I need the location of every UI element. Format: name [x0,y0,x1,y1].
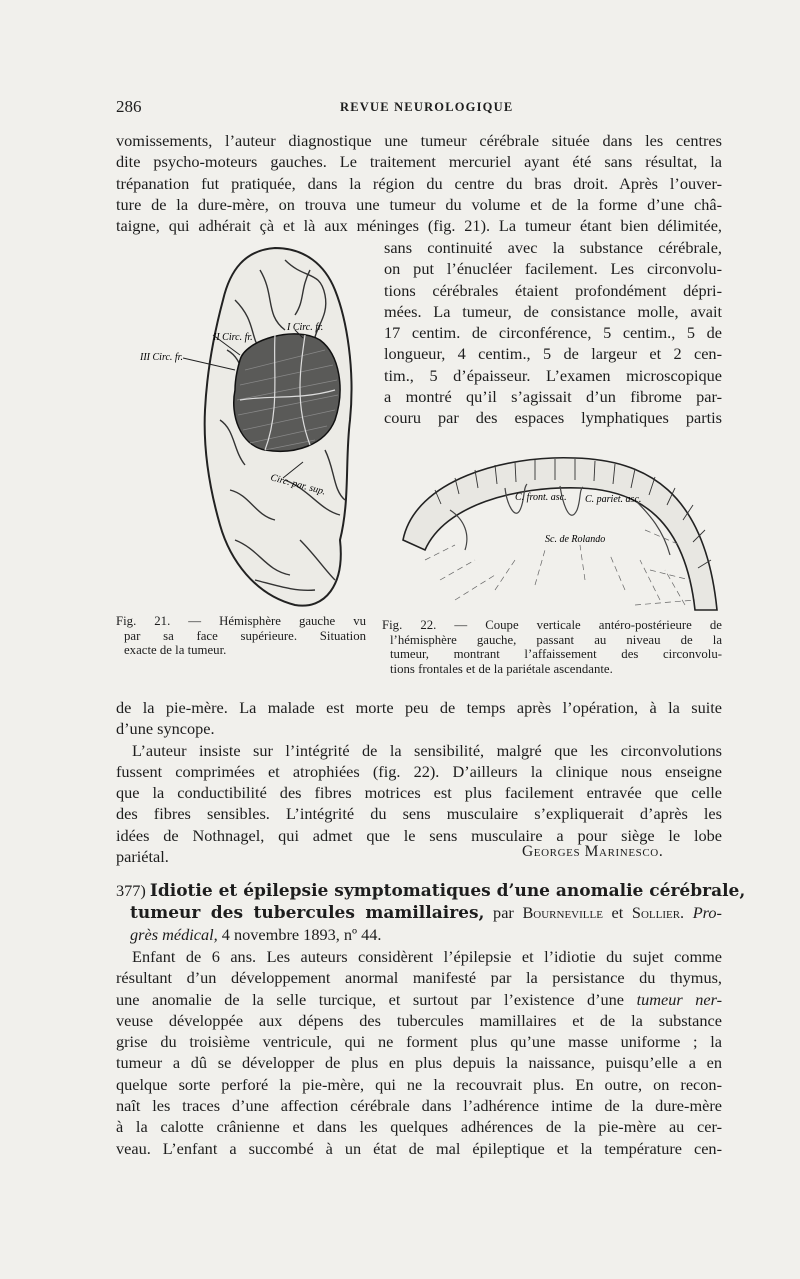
fig21-label: II Circ. fr. [213,332,253,343]
text-line: on put l’énucléer facilement. Les circonvolu- [384,259,722,279]
text-line: naît les traces d’une affection cérébrale dans l’adhérence intime de la dure-mère [116,1096,722,1116]
caption-line: Fig. 21. — Hémisphère gauche vu [116,614,366,628]
fig22-label: C. front. asc. [515,492,567,503]
text-line: veau. L’enfant a succombé à un état de mal épileptique et la température cen- [116,1138,722,1158]
article-title: Idiotie et épilepsie symptomatiques d’une anomalie cérébrale, [149,881,746,901]
figure-22-caption [382,618,722,676]
paragraph-1 [116,130,722,236]
article-and: et [611,903,624,922]
text-line: tions cérébrales étaient profondément dépri- [384,280,722,300]
page-number: 286 [116,97,142,116]
text-line: trépanation fut pratiquée, dans la région du centre du bras droit. Après l’ouver- [116,173,722,193]
figure-21-illustration [135,240,375,610]
paragraph-2 [116,697,722,867]
caption-line: tions frontales et de la pariétale ascendante. [390,661,613,676]
fig22-label: C. pariet. asc. [585,494,642,505]
text-line: fussent comprimées et atrophiées (fig. 22). D’ailleurs la clinique nous enseigne [116,761,722,781]
caption-line: exacte de la tumeur. [124,643,227,657]
text-line: de la pie-mère. La malade est morte peu de temps après l’opération, à la suite [116,698,722,717]
signature: Georges Marinesco. [522,843,664,860]
paragraph-1-wrap [384,237,722,429]
article-author: Sollier. [631,903,685,922]
running-title: REVUE NEUROLOGIQUE [340,100,514,114]
text-line: d’une syncope. [116,719,215,739]
article-title-line [116,880,746,902]
text-line: des fibres sensibles. L’intégrité du sens musculaire s’expliquerait d’après les [116,804,722,824]
article-journal: Pro- [692,903,722,922]
text-line: vomissements, l’auteur diagnostique une tumeur cérébrale située dans les centres [116,131,722,150]
text-line: que la conductibilité des fibres motrices est plus facilement entravée que celle [116,783,722,803]
text-line: grise du troisième ventricule, qui ne forment plus qu’une masse uniforme ; la [116,1032,722,1052]
fig22-label: Sc. de Rolando [545,534,606,545]
text-line: Enfant de 6 ans. Les auteurs considèrent l’épilepsie et l’idiotie du sujet comme [132,947,722,966]
fig21-label: I Circ. fr. [287,322,324,333]
text-line: quelque sorte perforé la pie-mère, qui ne la recouvrait plus. En outre, on recon- [116,1074,722,1094]
text-line: a montré qu’il s’agissait d’un fibrome par- [384,387,722,407]
article-title-line [116,902,722,924]
text-line: à la calotte crânienne et dans les quelques adhérences de la pie-mère au cer- [116,1117,722,1137]
text-line: idées de Nothnagel, qui admet que le sens musculaire a pour siège le lobe [116,825,722,845]
article-title-cont: tumeur des tubercules mamillaires, [130,903,485,923]
figure-22-illustration [395,450,725,620]
text-line: dite psycho-moteurs gauches. Le traitement mercuriel ayant été sans résultat, la [116,152,722,172]
text-line: veuse développée aux dépens des tubercules mamillaires et de la substance [116,1010,722,1030]
paragraph-3 [116,946,722,1159]
text-line: L’auteur insiste sur l’intégrité de la sensibilité, malgré que les circonvolutions [132,740,722,760]
text-line: tim., 5 d’épaisseur. L’examen microscopique [384,365,722,385]
article-number: 377) [116,881,146,900]
text-line: ture de la dure-mère, on trouva une tumeur du volume et de la forme d’une châ- [116,194,722,214]
article-title-line [116,924,722,945]
article-date: 4 novembre 1893, nº 44. [221,925,382,944]
article-journal: grès médical, [130,925,218,944]
caption-line: l’hémisphère gauche, passant au niveau de la [390,632,722,647]
text-line: longueur, 4 centim., 5 de largeur et 2 cen- [384,344,722,364]
article-by: par [493,903,514,922]
text-line: résultant d’un développement anormal manifesté par la persistance du thymus, [116,968,722,988]
text-line: taigne, qui adhérait çà et là aux méninges (fig. 21). La tumeur étant bien délimitée, [116,216,722,236]
text-line [116,989,722,1010]
article-author: Bourneville [522,903,603,922]
text-line: couru par des espaces lymphatiques partis [384,408,722,428]
text-line: pariétal. [116,847,169,867]
article-377-heading [116,880,746,945]
figure-21-caption [116,614,366,658]
italic-term: tumeur ner- [636,989,723,1009]
fig21-label: III Circ. fr. [140,352,183,363]
caption-line: tumeur, montrant l’affaissement des circonvolu- [390,647,722,661]
caption-line: par sa face supérieure. Situation [124,628,366,643]
text-line: 17 centim. de circonférence, 5 centim., 5 de [384,323,722,343]
caption-line: Fig. 22. — Coupe verticale antéro-postérieure de [382,618,722,632]
text-fragment: une anomalie de la selle turcique, et surtout par l’existence d’une [116,989,637,1009]
fig21-label: Circ. par. sup. [269,472,327,498]
text-line: sans continuité avec la substance cérébrale, [384,238,722,257]
text-line: tumeur a dû se développer de plus en plus depuis la naissance, puisqu’elle a en [116,1053,722,1073]
text-line: mées. La tumeur, de consistance molle, avait [384,301,722,321]
